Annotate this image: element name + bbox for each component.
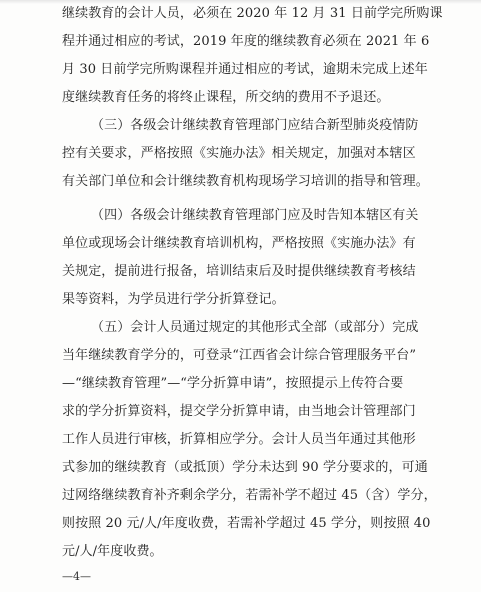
section-3-heading-line: （三）各级会计继续教育管理部门应结合新型肺炎疫情防 xyxy=(91,118,419,133)
text-line: 式参加的继续教育（或抵顶）学分未达到 90 学分要求的，可通 xyxy=(62,460,428,475)
text-line: 过网络继续教育补齐剩余学分，若需补学不超过 45（含）学分， xyxy=(62,488,437,503)
text-line: 控有关要求，严格按照《实施办法》相关规定，加强对本辖区 xyxy=(62,146,416,161)
text-line: —“继续教育管理”—“学分折算申请”，按照提示上传符合要 xyxy=(62,376,404,391)
section-4-heading-line: （四）各级会计继续教育管理部门应及时告知本辖区有关 xyxy=(91,208,419,223)
text-line: 元/人/年度收费。 xyxy=(62,544,163,559)
text-line: 工作人员进行审核，折算相应学分。会计人员当年通过其他形 xyxy=(62,432,416,447)
section-5-heading-line: （五）会计人员通过规定的其他形式全部（或部分）完成 xyxy=(91,320,419,335)
text-line: 求的学分折算资料，提交学分折算申请，由当地会计管理部门 xyxy=(62,404,416,419)
text-line: 月 30 日前学完所购课程并通过相应的考试，逾期未完成上述年 xyxy=(62,62,428,77)
text-line: 有关部门单位和会计继续教育机构现场学习培训的指导和管理。 xyxy=(62,174,429,189)
text-line: 单位或现场会计继续教育培训机构，严格按照《实施办法》有 xyxy=(62,236,416,251)
text-line: 程并通过相应的考试，2019 年度的继续教育必须在 2021 年 6 xyxy=(62,34,430,49)
text-line: 则按照 20 元/人/年度收费，若需补学超过 45 学分，则按照 40 xyxy=(62,516,431,531)
text-line: 度继续教育任务的将终止课程，所交纳的费用不予退还。 xyxy=(62,90,390,105)
page-number: —4— xyxy=(62,570,91,583)
text-line: 关规定，提前进行报备，培训结束后及时提供继续教育考核结 xyxy=(62,264,416,279)
text-line: 果等资料，为学员进行学分折算登记。 xyxy=(62,292,285,307)
text-line: 当年继续教育学分的，可登录“江西省会计综合管理服务平台” xyxy=(62,348,417,363)
text-line: 继续教育的会计人员，必须在 2020 年 12 月 31 日前学完所购课 xyxy=(62,6,443,21)
